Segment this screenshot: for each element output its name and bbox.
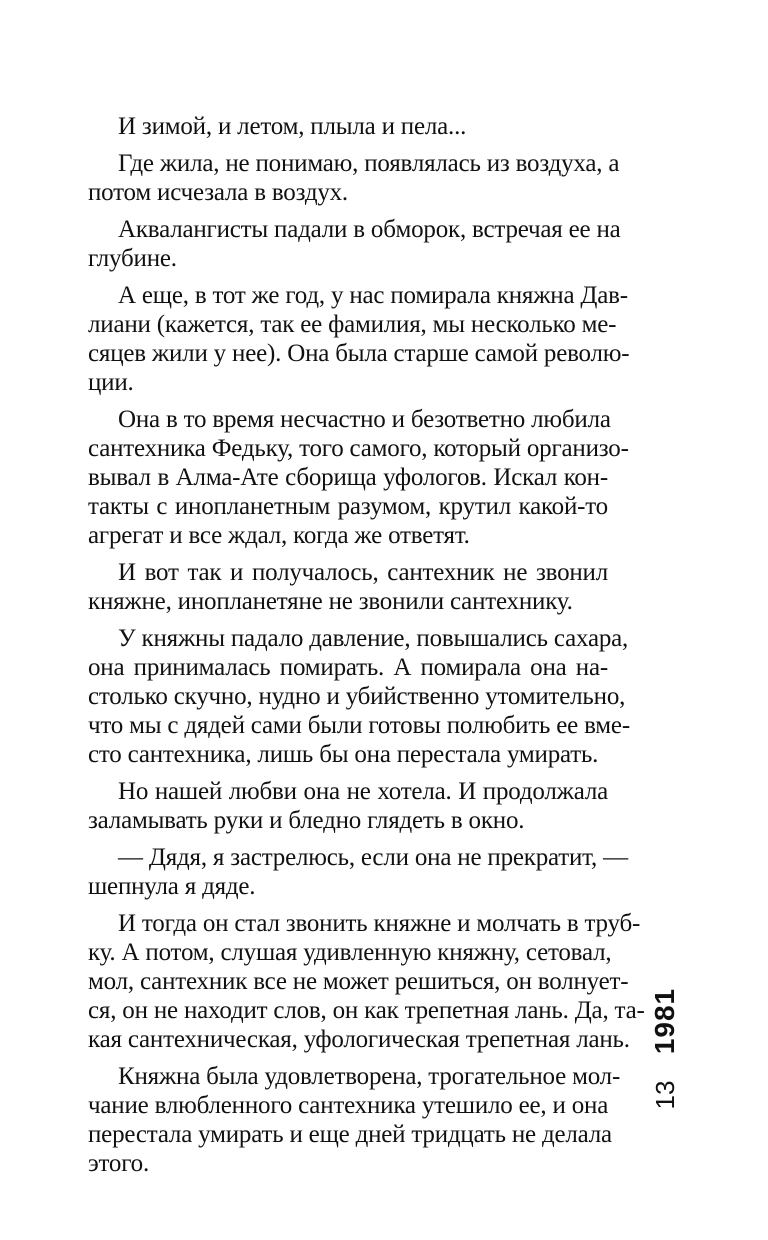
text-line: ку. А потом, слушая удивленную княжну, сетовал, [88, 939, 612, 966]
text-line: лиани (кажется, так ее фамилия, мы несколько ме- [88, 311, 617, 338]
paragraph [88, 215, 621, 273]
paragraph-gap [88, 1054, 608, 1062]
text-line: такты с инопланетным разумом, крутил какой-то [88, 493, 608, 520]
text-line: И зимой, и летом, плыла и пела... [118, 113, 467, 140]
text-line: И вот так и получалось, сантехник не звонил [118, 559, 608, 586]
paragraph [88, 1062, 621, 1178]
text-line: она принималась помирать. А помирала она на- [88, 654, 608, 681]
text-line: чание влюбленного сантехника утешило ее, и она [88, 1092, 609, 1119]
text-line: ции. [88, 369, 134, 396]
paragraph [88, 112, 608, 141]
paragraph [88, 843, 628, 901]
paragraph [88, 624, 630, 769]
paragraph [88, 909, 645, 1054]
paragraph-gap [88, 835, 608, 843]
text-line: Аквалангисты падали в обморок, встречая ее на [118, 216, 621, 243]
paragraph [88, 281, 630, 397]
text-line: сантехника Федьку, того самого, который организо- [88, 435, 629, 462]
text-line: перестала умирать и еще дней тридцать не делала [88, 1121, 612, 1148]
paragraph-gap [88, 550, 608, 558]
text-line: агрегат и все ждал, когда же ответят. [88, 522, 470, 549]
text-line: ся, он не находит слов, он как трепетная лань. Да, та- [88, 997, 645, 1024]
paragraph-gap [88, 901, 608, 909]
text-line: — Дядя, я застрелюсь, если она не прекратит, — [118, 844, 628, 871]
body-text [88, 112, 645, 1178]
paragraph-gap [88, 769, 608, 777]
text-line: Княжна была удовлетворена, трогательное мол- [118, 1063, 621, 1090]
text-line: заламывать руки и бледно глядеть в окно. [88, 807, 525, 834]
text-line: Где жила, не понимаю, появлялась из воздуха, а [118, 150, 620, 177]
text-line: этого. [88, 1150, 150, 1177]
text-line: У княжны падало давление, повышались сахара, [118, 625, 629, 652]
text-line: А еще, в тот же год, у нас помирала княжна Дав- [118, 282, 628, 309]
text-line: И тогда он стал звонить княжне и молчать в труб- [118, 910, 641, 937]
paragraph-gap [88, 616, 608, 624]
text-line: потом исчезала в воздух. [88, 179, 348, 206]
paragraph-gap [88, 207, 608, 215]
paragraph [88, 149, 620, 207]
paragraph-gap [88, 141, 608, 149]
paragraph [88, 777, 608, 835]
text-line: княжне, инопланетяне не звонили сантехнику. [88, 588, 573, 615]
text-line: кая сантехническая, уфологическая трепетная лань. [88, 1026, 630, 1053]
paragraph [88, 405, 629, 550]
paragraph [88, 558, 608, 616]
paragraph-gap [88, 273, 608, 281]
text-line: сяцев жили у нее). Она была старше самой револю- [88, 340, 630, 367]
chapter-year: 1981 [649, 987, 680, 1055]
text-line: сто сантехника, лишь бы она перестала умирать. [88, 741, 599, 768]
text-line: вывал в Алма-Ате сборища уфологов. Искал кон- [88, 464, 608, 491]
text-line: глубине. [88, 245, 177, 272]
text-line: мол, сантехник все не может решиться, он волнует- [88, 968, 629, 995]
text-line: что мы с дядей сами были готовы полюбить ее вме- [88, 712, 630, 739]
text-line: Она в то время несчастно и безответно любила [118, 406, 611, 433]
page-number: 13 [650, 1080, 680, 1110]
text-line: Но нашей любви она не хотела. И продолжала [118, 778, 608, 805]
text-line: столько скучно, нудно и убийственно утомительно, [88, 683, 626, 710]
text-line: шепнула я дяде. [88, 873, 256, 900]
paragraph-gap [88, 397, 608, 405]
